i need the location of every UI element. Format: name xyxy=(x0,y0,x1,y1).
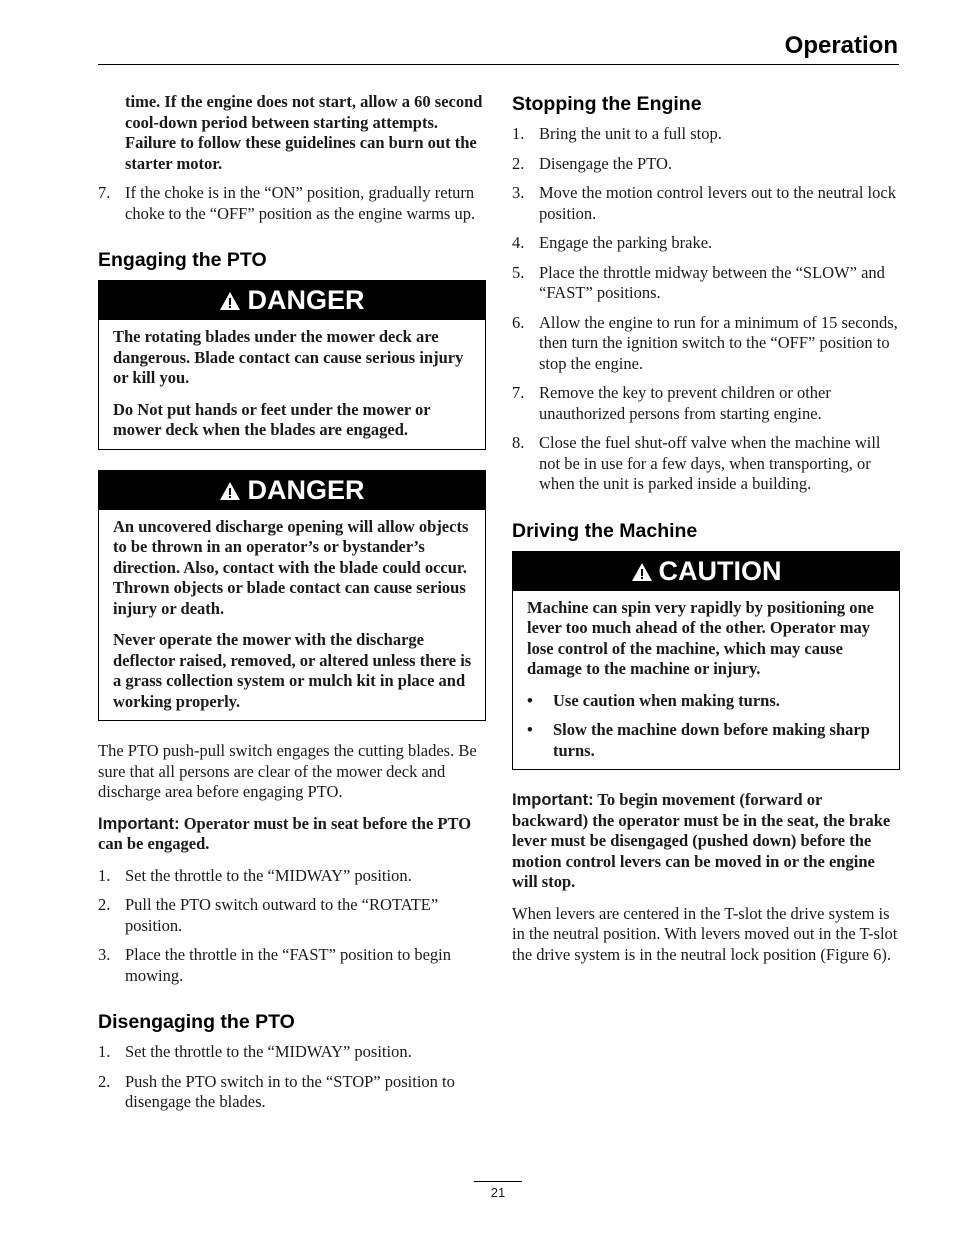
step-text: Allow the engine to run for a minimum of 15 seconds, then turn the ignition switch to the “OFF” position to stop the engine. xyxy=(539,312,898,373)
bullet-text: Use caution when making turns. xyxy=(553,690,780,710)
heading-disengaging-pto: Disengaging the PTO xyxy=(98,1011,295,1033)
list-item xyxy=(512,124,900,145)
list-item xyxy=(527,691,886,712)
important-label: Important: xyxy=(98,814,180,833)
step-number: 1. xyxy=(98,1042,111,1061)
step-number: 2. xyxy=(98,895,111,914)
list-item xyxy=(512,433,900,495)
list-item xyxy=(512,183,900,224)
list-item xyxy=(512,383,900,424)
bullet-mark: • xyxy=(527,690,533,710)
step-text: Remove the key to prevent children or other unauthorized persons from starting engine. xyxy=(539,383,831,423)
warning-triangle-icon xyxy=(219,481,241,501)
step-text: Place the throttle midway between the “SLOW” and “FAST” positions. xyxy=(539,262,885,302)
step-text: Disengage the PTO. xyxy=(539,153,673,173)
step-text: Pull the PTO switch outward to the “ROTATE” position. xyxy=(125,895,439,935)
step-text: Place the throttle in the “FAST” position to begin mowing. xyxy=(125,945,451,985)
step-number: 8. xyxy=(512,433,525,452)
danger-body xyxy=(99,320,485,449)
danger-box-discharge xyxy=(98,470,486,722)
heading-stopping-engine: Stopping the Engine xyxy=(512,93,702,115)
heading-engaging-pto: Engaging the PTO xyxy=(98,249,267,271)
list-item xyxy=(512,154,900,175)
danger-header xyxy=(99,471,485,510)
header-divider xyxy=(98,64,899,65)
step-number: 5. xyxy=(512,262,525,282)
disengaging-steps xyxy=(98,1042,486,1113)
engaging-steps xyxy=(98,866,486,987)
caution-label: CAUTION xyxy=(658,555,782,586)
important-text: To begin movement (forward or backward) the operator must be in the seat, the brake lever must be disengaged (pushed down) before the motion control levers can be moved in or the engine will stop. xyxy=(512,790,891,891)
danger-text: The rotating blades under the mower deck are dangerous. Blade contact can cause serious injury or kill you. xyxy=(113,327,464,387)
important-note xyxy=(512,790,900,893)
right-column xyxy=(512,92,900,976)
step-number: 3. xyxy=(512,183,525,202)
page-number: 21 xyxy=(490,1185,506,1200)
list-item xyxy=(527,720,886,761)
danger-text: Do Not put hands or feet under the mower or mower deck when the blades are engaged. xyxy=(113,399,431,439)
heading-driving-machine: Driving the Machine xyxy=(512,519,698,542)
pto-description: The PTO push-pull switch engages the cutting blades. Be sure that all persons are clear of the mower deck and discharge area before engaging PTO. xyxy=(98,741,477,801)
caution-body xyxy=(513,591,899,770)
caution-bullets xyxy=(527,691,886,762)
step-number: 7. xyxy=(98,183,111,202)
step-text: Bring the unit to a full stop. xyxy=(539,124,722,143)
danger-label: DANGER xyxy=(247,474,365,505)
caution-box xyxy=(512,551,900,771)
step-text: Push the PTO switch in to the “STOP” position to disengage the blades. xyxy=(125,1071,455,1111)
levers-description: When levers are centered in the T-slot the drive system is in the neutral position. With levers moved out in the T-slot the drive system is in the neutral lock position (Figure 6). xyxy=(512,903,898,964)
starting-steps-continued xyxy=(98,183,486,224)
step-number: 7. xyxy=(512,383,525,402)
danger-body xyxy=(99,510,485,721)
step-number: 1. xyxy=(98,865,111,885)
section-title: Operation xyxy=(784,32,898,59)
list-item xyxy=(98,1072,486,1113)
warning-triangle-icon xyxy=(631,562,653,582)
footer-divider xyxy=(474,1181,522,1182)
caution-text: Machine can spin very rapidly by positioning one lever too much ahead of the other. Operator may lose control of the machine, which may cause damage to the machine or injury. xyxy=(527,597,875,678)
list-item xyxy=(98,866,486,887)
step-number: 4. xyxy=(512,233,525,252)
step-number: 2. xyxy=(512,153,525,173)
list-item xyxy=(98,945,486,986)
step-number: 6. xyxy=(512,312,525,332)
step-number: 1. xyxy=(512,124,525,143)
step-text: Engage the parking brake. xyxy=(539,233,713,252)
caution-header xyxy=(513,552,899,591)
left-column xyxy=(98,92,486,1122)
danger-text: Never operate the mower with the discharge deflector raised, removed, or altered unless there is a grass collection system or mulch kit in place and working properly. xyxy=(113,630,472,711)
warning-triangle-icon xyxy=(219,291,241,311)
bullet-mark: • xyxy=(527,720,533,739)
danger-text: An uncovered discharge opening will allow objects to be thrown in an operator’s or bystander’s direction. Also, contact with the blade could occur. Thrown objects or blade contact can cause serious injury or death. xyxy=(113,516,469,618)
stopping-steps xyxy=(512,124,900,495)
list-item xyxy=(98,895,486,936)
important-label: Important: xyxy=(512,791,594,809)
step-text: Set the throttle to the “MIDWAY” position. xyxy=(125,1042,412,1061)
step-text: If the choke is in the “ON” position, gradually return choke to the “OFF” position as the engine warms up. xyxy=(125,183,476,223)
bullet-text: Slow the machine down before making sharp turns. xyxy=(553,720,870,760)
important-text: Operator must be in seat before the PTO can be engaged. xyxy=(98,813,472,853)
list-item xyxy=(98,1042,486,1063)
important-note xyxy=(98,814,486,855)
step-text: Set the throttle to the “MIDWAY” position. xyxy=(125,865,412,885)
step-number: 3. xyxy=(98,945,111,964)
danger-label: DANGER xyxy=(247,285,365,315)
list-item xyxy=(512,233,900,254)
list-item xyxy=(512,263,900,304)
continued-warning-text: time. If the engine does not start, allow a 60 second cool-down period between starting attempts. Failure to follow these guidelines can burn out the starter motor. xyxy=(125,92,483,173)
list-item xyxy=(98,183,486,224)
danger-box-blades xyxy=(98,280,486,450)
step-text: Move the motion control levers out to the neutral lock position. xyxy=(539,183,896,223)
list-item xyxy=(512,313,900,375)
step-number: 2. xyxy=(98,1071,111,1091)
danger-header xyxy=(99,281,485,320)
step-text: Close the fuel shut-off valve when the machine will not be in use for a few days, when transporting, or when the unit is parked inside a building. xyxy=(539,433,881,493)
